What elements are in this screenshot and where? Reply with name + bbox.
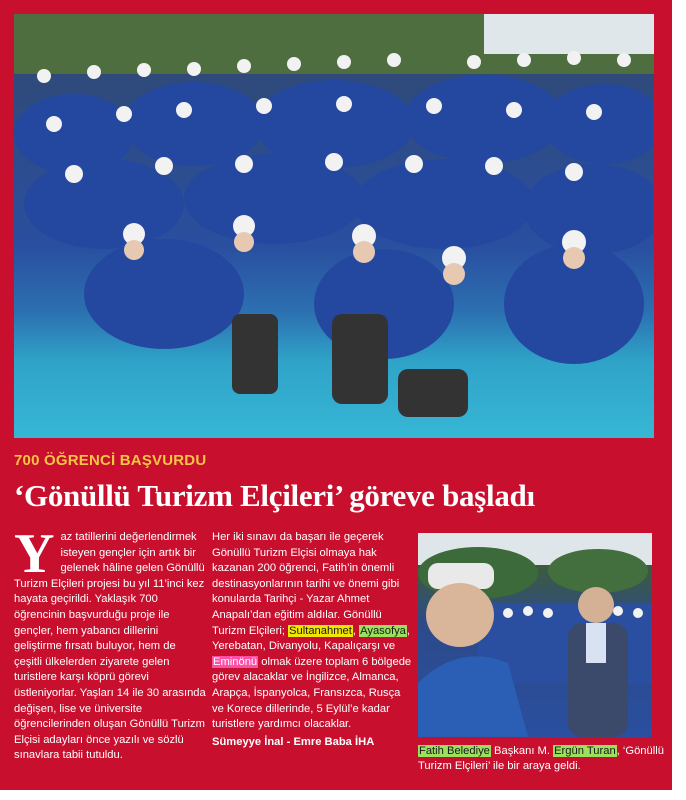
highlight-eminonu: Eminönü xyxy=(213,655,258,668)
caption-rest: , ‘Gönüllü Turizm Elçileri’ ile bir araya geldi. xyxy=(418,745,664,772)
column-2-text-part2: , Yerebatan, Divanyolu, Kapalıçarşı ve xyxy=(212,624,411,653)
group-photo-illustration xyxy=(14,14,654,438)
group-photo xyxy=(14,14,654,438)
caption-highlight-ergun: Ergün Turan xyxy=(554,745,616,757)
column-2-text-part3: olmak üzere toplam 6 bölgede görev alacaklar ve İngilizce, Almanca, Arapça, İspanyolca, Fransızca, Rusça ve Korece dillerinde, 5 Eylül’e kadar turistlere yardımcı olacaklar. xyxy=(212,655,412,731)
column-2-text-part1: Her iki sınavı da başarı ile geçerek Gönüllü Turizm Elçisi olmaya hak kazanan 200 öğrenci, Fatih’in önemli destinasyonlarının tarihi ve önemi gibi konularda Tarihçi - Yazar Ahmet Anapalı’dan eğitim aldılar. Gönüllü Turizm Elçileri; xyxy=(212,531,400,637)
highlight-ayasofya: Ayasofya xyxy=(360,624,406,637)
caption-highlight-fatih: Fatih Belediye xyxy=(419,745,490,757)
article-kicker: 700 ÖĞRENCİ BAŞVURDU xyxy=(14,452,207,469)
photo-caption xyxy=(418,744,668,774)
column-1-text: az tatillerini değerlendirmek isteyen gençler için artık bir gelenek hâline gelen Gönüllü Turizm Elçileri projesi bu yıl 11’inci kez hayata geçirildi. Yaklaşık 700 öğrencinin başvurduğu proje ile gençler, hem yabancı dillerini geliştirme fırsatı buluyor, hem de çeşitli ülkelerden ziyarete gelen turistlere karşı köprü görevi üstleniyorlar. Yaşları 14 ile 30 arasında değişen, lise ve üniversite öğrencilerinden oluşan Gönüllü Turizm Elçisi adayları önce yazılı ve sözlü sınavlara tabii tutuldu. xyxy=(14,531,206,762)
drop-cap: Y xyxy=(14,523,55,585)
article-byline: Sümeyye İnal - Emre Baba İHA xyxy=(212,735,375,748)
article-headline: ‘Gönüllü Turizm Elçileri’ göreve başladı xyxy=(14,478,535,513)
highlight-sultanahmet: Sultanahmet xyxy=(289,624,352,637)
mayor-photo xyxy=(418,533,652,737)
article-column-1 xyxy=(14,523,206,764)
column-2-sep1: , xyxy=(352,624,360,637)
column-2-text xyxy=(212,530,412,733)
caption-mid: Başkanı M. xyxy=(490,745,554,757)
mayor-photo-illustration xyxy=(418,533,652,737)
article-column-2 xyxy=(212,530,412,750)
